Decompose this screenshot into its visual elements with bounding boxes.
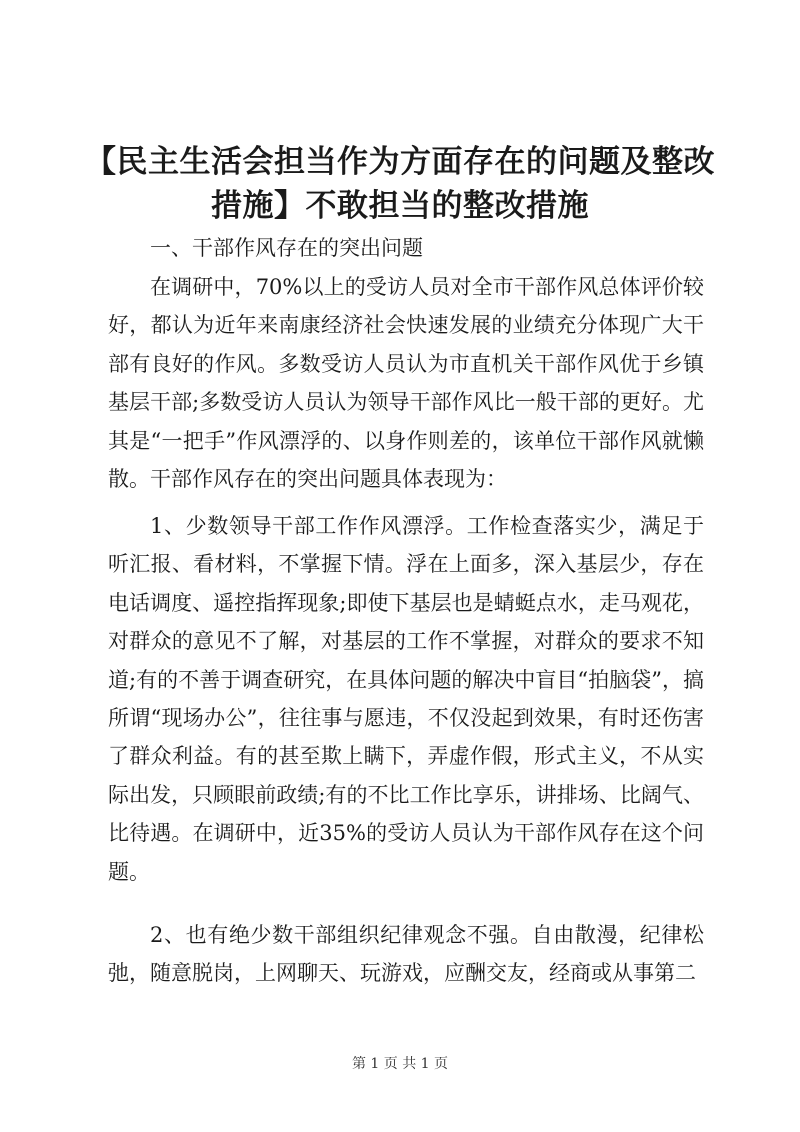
paragraph-2: 1、少数领导干部工作作风漂浮。工作检查落实少，满足于听汇报、看材料，不掌握下情。浮在上面多，深入基层少，存在电话调度、遥控指挥现象;即使下基层也是蜻蜓点水，走马观花，对群众的意见不了解，对基层的工作不掌握，对群众的要求不知道;有的不善于调查研究，在具体问题的解决中盲目“拍脑袋”，搞所谓“现场办公”，往往事与愿违，不仅没起到效果，有时还伤害了群众利益。有的甚至欺上瞒下，弄虚作假，形式主义，不从实际出发，只顾眼前政绩;有的不比工作比享乐，讲排场、比阔气、比待遇。在调研中，近35%的受访人员认为干部作风存在这个问题。 bbox=[108, 514, 704, 884]
paragraph-1: 在调研中，70%以上的受访人员对全市干部作风总体评价较好，都认为近年来南康经济社会快速发展的业绩充分体现广大干部有良好的作风。多数受访人员认为市直机关干部作风优于乡镇基层干部;多数受访人员认为领导干部作风比一般干部的更好。尤其是“一把手”作风漂浮的、以身作则差的，该单位干部作风就懒散。干部作风存在的突出问题具体表现为： bbox=[108, 275, 704, 492]
paragraph-3: 2、也有绝少数干部组织纪律观念不强。自由散漫，纪律松弛，随意脱岗，上网聊天、玩游戏，应酬交友，经商或从事第二 bbox=[108, 923, 704, 986]
page-footer: 第 1 页 共 1 页 bbox=[351, 1056, 449, 1072]
document-title: 【民主生活会担当作为方面存在的问题及整改措施】不敢担当的整改措施 bbox=[85, 144, 715, 224]
section-heading: 一、干部作风存在的突出问题 bbox=[150, 236, 423, 260]
